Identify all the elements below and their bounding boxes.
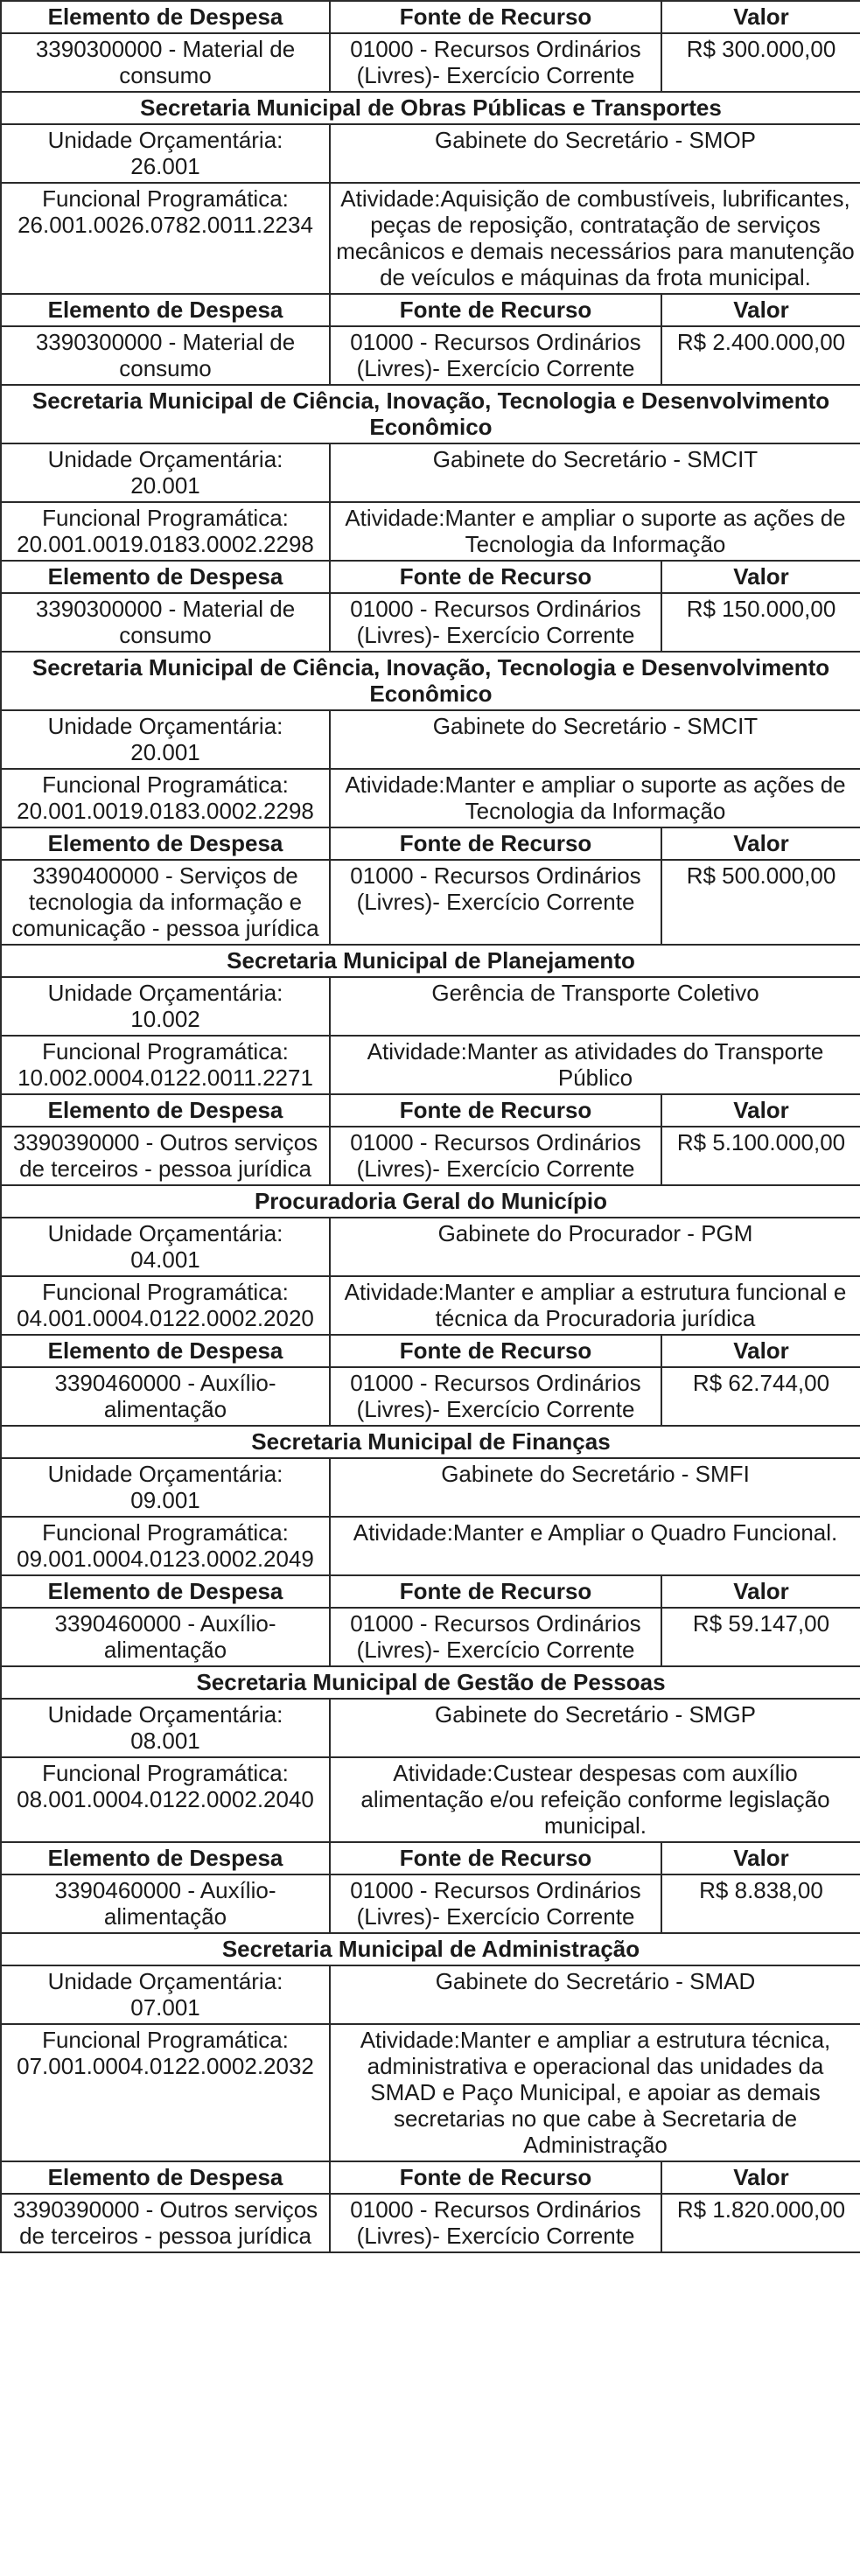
functional-program-code: 26.001.0026.0782.0011.2234 bbox=[17, 212, 313, 238]
expense-element: 3390460000 - Auxílio-alimentação bbox=[1, 1367, 330, 1426]
budget-unit-row bbox=[1, 443, 860, 502]
expense-row bbox=[1, 33, 860, 92]
budget-unit-code: 26.001 bbox=[130, 153, 200, 179]
functional-program-cell bbox=[1, 183, 330, 294]
activity-description: Atividade:Aquisição de combustíveis, lubrificantes, peças de reposição, contratação de serviços mecânicos e demais necessários para manutenção de veículos e máquinas da frota municipal. bbox=[330, 183, 860, 294]
functional-program-code: 07.001.0004.0122.0002.2032 bbox=[17, 2053, 314, 2079]
column-header-row bbox=[1, 561, 860, 593]
header-elemento: Elemento de Despesa bbox=[1, 294, 330, 326]
functional-program-row bbox=[1, 183, 860, 294]
budget-unit-row bbox=[1, 124, 860, 183]
budget-unit-row bbox=[1, 710, 860, 769]
functional-program-row bbox=[1, 2024, 860, 2161]
functional-program-label: Funcional Programática: bbox=[42, 1519, 289, 1546]
resource-source: 01000 - Recursos Ordinários (Livres)- Exercício Corrente bbox=[330, 593, 661, 652]
functional-program-code: 20.001.0019.0183.0002.2298 bbox=[17, 798, 314, 824]
budget-unit-name: Gabinete do Secretário - SMGP bbox=[330, 1699, 860, 1757]
header-fonte: Fonte de Recurso bbox=[330, 1335, 661, 1367]
column-header-row bbox=[1, 1094, 860, 1127]
budget-unit-code: 10.002 bbox=[130, 1006, 200, 1032]
budget-unit-label: Unidade Orçamentária: bbox=[47, 713, 283, 739]
budget-unit-label: Unidade Orçamentária: bbox=[47, 980, 283, 1006]
section-title-row bbox=[1, 652, 860, 710]
resource-source: 01000 - Recursos Ordinários (Livres)- Exercício Corrente bbox=[330, 326, 661, 385]
functional-program-cell bbox=[1, 2024, 330, 2161]
functional-program-row bbox=[1, 502, 860, 561]
section-title: Secretaria Municipal de Finanças bbox=[1, 1426, 860, 1458]
functional-program-label: Funcional Programática: bbox=[42, 2027, 289, 2053]
activity-description: Atividade:Manter as atividades do Transporte Público bbox=[330, 1036, 860, 1094]
budget-unit-label: Unidade Orçamentária: bbox=[47, 127, 283, 153]
budget-unit-row bbox=[1, 1218, 860, 1276]
functional-program-cell bbox=[1, 1036, 330, 1094]
budget-unit-row bbox=[1, 1965, 860, 2024]
budget-unit-cell bbox=[1, 1458, 330, 1517]
section-title-row bbox=[1, 1185, 860, 1218]
budget-unit-code: 04.001 bbox=[130, 1246, 200, 1273]
functional-program-cell bbox=[1, 769, 330, 827]
functional-program-row bbox=[1, 1517, 860, 1575]
header-valor: Valor bbox=[661, 1094, 860, 1127]
functional-program-code: 10.002.0004.0122.0011.2271 bbox=[17, 1065, 313, 1091]
activity-description: Atividade:Manter e Ampliar o Quadro Funcional. bbox=[330, 1517, 860, 1575]
header-elemento: Elemento de Despesa bbox=[1, 1, 330, 33]
resource-source: 01000 - Recursos Ordinários (Livres)- Exercício Corrente bbox=[330, 860, 661, 945]
section-title-row bbox=[1, 1666, 860, 1699]
functional-program-row bbox=[1, 769, 860, 827]
functional-program-cell bbox=[1, 1517, 330, 1575]
section-title: Secretaria Municipal de Ciência, Inovação, Tecnologia e Desenvolvimento Econômico bbox=[1, 385, 860, 443]
functional-program-cell bbox=[1, 1757, 330, 1842]
expense-row bbox=[1, 860, 860, 945]
functional-program-row bbox=[1, 1757, 860, 1842]
expense-value: R$ 8.838,00 bbox=[661, 1874, 860, 1933]
budget-unit-code: 09.001 bbox=[130, 1487, 200, 1513]
budget-unit-row bbox=[1, 977, 860, 1036]
resource-source: 01000 - Recursos Ordinários (Livres)- Exercício Corrente bbox=[330, 1127, 661, 1185]
budget-unit-cell bbox=[1, 1965, 330, 2024]
expense-element: 3390390000 - Outros serviços de terceiros - pessoa jurídica bbox=[1, 2194, 330, 2252]
resource-source: 01000 - Recursos Ordinários (Livres)- Exercício Corrente bbox=[330, 33, 661, 92]
section-title: Secretaria Municipal de Obras Públicas e Transportes bbox=[1, 92, 860, 124]
expense-element: 3390460000 - Auxílio-alimentação bbox=[1, 1874, 330, 1933]
budget-unit-code: 20.001 bbox=[130, 739, 200, 765]
functional-program-label: Funcional Programática: bbox=[42, 185, 289, 212]
header-elemento: Elemento de Despesa bbox=[1, 561, 330, 593]
expense-element: 3390460000 - Auxílio-alimentação bbox=[1, 1608, 330, 1666]
column-header-row bbox=[1, 1842, 860, 1874]
header-valor: Valor bbox=[661, 2161, 860, 2194]
activity-description: Atividade:Manter e ampliar a estrutura técnica, administrativa e operacional das unidades da SMAD e Paço Municipal, e apoiar as demais secretarias no que cabe à Secretaria de Administração bbox=[330, 2024, 860, 2161]
expense-row bbox=[1, 1127, 860, 1185]
budget-unit-label: Unidade Orçamentária: bbox=[47, 1968, 283, 1994]
column-header-row bbox=[1, 1575, 860, 1608]
budget-unit-name: Gabinete do Secretário - SMCIT bbox=[330, 443, 860, 502]
budget-unit-code: 08.001 bbox=[130, 1728, 200, 1754]
functional-program-label: Funcional Programática: bbox=[42, 1038, 289, 1065]
budget-unit-label: Unidade Orçamentária: bbox=[47, 446, 283, 472]
header-elemento: Elemento de Despesa bbox=[1, 1575, 330, 1608]
section-title-row bbox=[1, 385, 860, 443]
expense-row bbox=[1, 1608, 860, 1666]
header-valor: Valor bbox=[661, 1842, 860, 1874]
expense-value: R$ 5.100.000,00 bbox=[661, 1127, 860, 1185]
header-fonte: Fonte de Recurso bbox=[330, 1575, 661, 1608]
expense-row bbox=[1, 1367, 860, 1426]
functional-program-label: Funcional Programática: bbox=[42, 1760, 289, 1786]
budget-unit-cell bbox=[1, 1218, 330, 1276]
expense-value: R$ 2.400.000,00 bbox=[661, 326, 860, 385]
budget-unit-row bbox=[1, 1458, 860, 1517]
budget-unit-name: Gabinete do Secretário - SMFI bbox=[330, 1458, 860, 1517]
header-elemento: Elemento de Despesa bbox=[1, 1335, 330, 1367]
expense-element: 3390300000 - Material de consumo bbox=[1, 593, 330, 652]
header-fonte: Fonte de Recurso bbox=[330, 1842, 661, 1874]
expense-element: 3390400000 - Serviços de tecnologia da informação e comunicação - pessoa jurídica bbox=[1, 860, 330, 945]
expense-value: R$ 59.147,00 bbox=[661, 1608, 860, 1666]
header-valor: Valor bbox=[661, 827, 860, 860]
budget-unit-code: 20.001 bbox=[130, 472, 200, 499]
expense-element: 3390390000 - Outros serviços de terceiros - pessoa jurídica bbox=[1, 1127, 330, 1185]
budget-unit-name: Gabinete do Secretário - SMAD bbox=[330, 1965, 860, 2024]
resource-source: 01000 - Recursos Ordinários (Livres)- Exercício Corrente bbox=[330, 2194, 661, 2252]
column-header-row bbox=[1, 827, 860, 860]
header-fonte: Fonte de Recurso bbox=[330, 561, 661, 593]
budget-unit-name: Gerência de Transporte Coletivo bbox=[330, 977, 860, 1036]
budget-unit-cell bbox=[1, 1699, 330, 1757]
budget-unit-cell bbox=[1, 124, 330, 183]
budget-unit-code: 07.001 bbox=[130, 1994, 200, 2021]
functional-program-label: Funcional Programática: bbox=[42, 1279, 289, 1305]
expense-element: 3390300000 - Material de consumo bbox=[1, 326, 330, 385]
expense-row bbox=[1, 1874, 860, 1933]
functional-program-cell bbox=[1, 502, 330, 561]
resource-source: 01000 - Recursos Ordinários (Livres)- Exercício Corrente bbox=[330, 1608, 661, 1666]
functional-program-row bbox=[1, 1276, 860, 1335]
expense-element: 3390300000 - Material de consumo bbox=[1, 33, 330, 92]
section-title-row bbox=[1, 945, 860, 977]
functional-program-code: 08.001.0004.0122.0002.2040 bbox=[17, 1786, 314, 1812]
header-elemento: Elemento de Despesa bbox=[1, 2161, 330, 2194]
header-elemento: Elemento de Despesa bbox=[1, 1094, 330, 1127]
expense-value: R$ 150.000,00 bbox=[661, 593, 860, 652]
budget-unit-label: Unidade Orçamentária: bbox=[47, 1701, 283, 1728]
activity-description: Atividade:Manter e ampliar a estrutura funcional e técnica da Procuradoria jurídica bbox=[330, 1276, 860, 1335]
header-valor: Valor bbox=[661, 1, 860, 33]
functional-program-label: Funcional Programática: bbox=[42, 505, 289, 531]
header-fonte: Fonte de Recurso bbox=[330, 827, 661, 860]
section-title: Secretaria Municipal de Ciência, Inovação, Tecnologia e Desenvolvimento Econômico bbox=[1, 652, 860, 710]
budget-unit-row bbox=[1, 1699, 860, 1757]
expense-value: R$ 1.820.000,00 bbox=[661, 2194, 860, 2252]
budget-unit-name: Gabinete do Secretário - SMOP bbox=[330, 124, 860, 183]
column-header-row bbox=[1, 1335, 860, 1367]
section-title: Secretaria Municipal de Gestão de Pessoas bbox=[1, 1666, 860, 1699]
header-elemento: Elemento de Despesa bbox=[1, 1842, 330, 1874]
header-fonte: Fonte de Recurso bbox=[330, 2161, 661, 2194]
header-fonte: Fonte de Recurso bbox=[330, 1094, 661, 1127]
section-title-row bbox=[1, 1426, 860, 1458]
header-fonte: Fonte de Recurso bbox=[330, 294, 661, 326]
column-header-row bbox=[1, 2161, 860, 2194]
header-elemento: Elemento de Despesa bbox=[1, 827, 330, 860]
activity-description: Atividade:Manter e ampliar o suporte as ações de Tecnologia da Informação bbox=[330, 769, 860, 827]
budget-unit-cell bbox=[1, 710, 330, 769]
expense-row bbox=[1, 326, 860, 385]
header-valor: Valor bbox=[661, 1335, 860, 1367]
resource-source: 01000 - Recursos Ordinários (Livres)- Exercício Corrente bbox=[330, 1367, 661, 1426]
section-title-row bbox=[1, 1933, 860, 1965]
activity-description: Atividade:Custear despesas com auxílio alimentação e/ou refeição conforme legislação municipal. bbox=[330, 1757, 860, 1842]
budget-unit-name: Gabinete do Procurador - PGM bbox=[330, 1218, 860, 1276]
budget-unit-label: Unidade Orçamentária: bbox=[47, 1220, 283, 1246]
expense-value: R$ 300.000,00 bbox=[661, 33, 860, 92]
header-valor: Valor bbox=[661, 294, 860, 326]
budget-unit-cell bbox=[1, 443, 330, 502]
expense-row bbox=[1, 593, 860, 652]
budget-unit-name: Gabinete do Secretário - SMCIT bbox=[330, 710, 860, 769]
section-title-row bbox=[1, 92, 860, 124]
section-title: Procuradoria Geral do Município bbox=[1, 1185, 860, 1218]
activity-description: Atividade:Manter e ampliar o suporte as ações de Tecnologia da Informação bbox=[330, 502, 860, 561]
column-header-row bbox=[1, 1, 860, 33]
functional-program-code: 20.001.0019.0183.0002.2298 bbox=[17, 531, 314, 557]
header-fonte: Fonte de Recurso bbox=[330, 1, 661, 33]
functional-program-label: Funcional Programática: bbox=[42, 771, 289, 798]
resource-source: 01000 - Recursos Ordinários (Livres)- Exercício Corrente bbox=[330, 1874, 661, 1933]
functional-program-cell bbox=[1, 1276, 330, 1335]
section-title: Secretaria Municipal de Administração bbox=[1, 1933, 860, 1965]
header-valor: Valor bbox=[661, 1575, 860, 1608]
functional-program-code: 09.001.0004.0123.0002.2049 bbox=[17, 1546, 314, 1572]
expense-value: R$ 500.000,00 bbox=[661, 860, 860, 945]
expense-value: R$ 62.744,00 bbox=[661, 1367, 860, 1426]
functional-program-row bbox=[1, 1036, 860, 1094]
section-title: Secretaria Municipal de Planejamento bbox=[1, 945, 860, 977]
expense-row bbox=[1, 2194, 860, 2252]
functional-program-code: 04.001.0004.0122.0002.2020 bbox=[17, 1305, 314, 1331]
column-header-row bbox=[1, 294, 860, 326]
header-valor: Valor bbox=[661, 561, 860, 593]
budget-unit-label: Unidade Orçamentária: bbox=[47, 1461, 283, 1487]
budget-unit-cell bbox=[1, 977, 330, 1036]
